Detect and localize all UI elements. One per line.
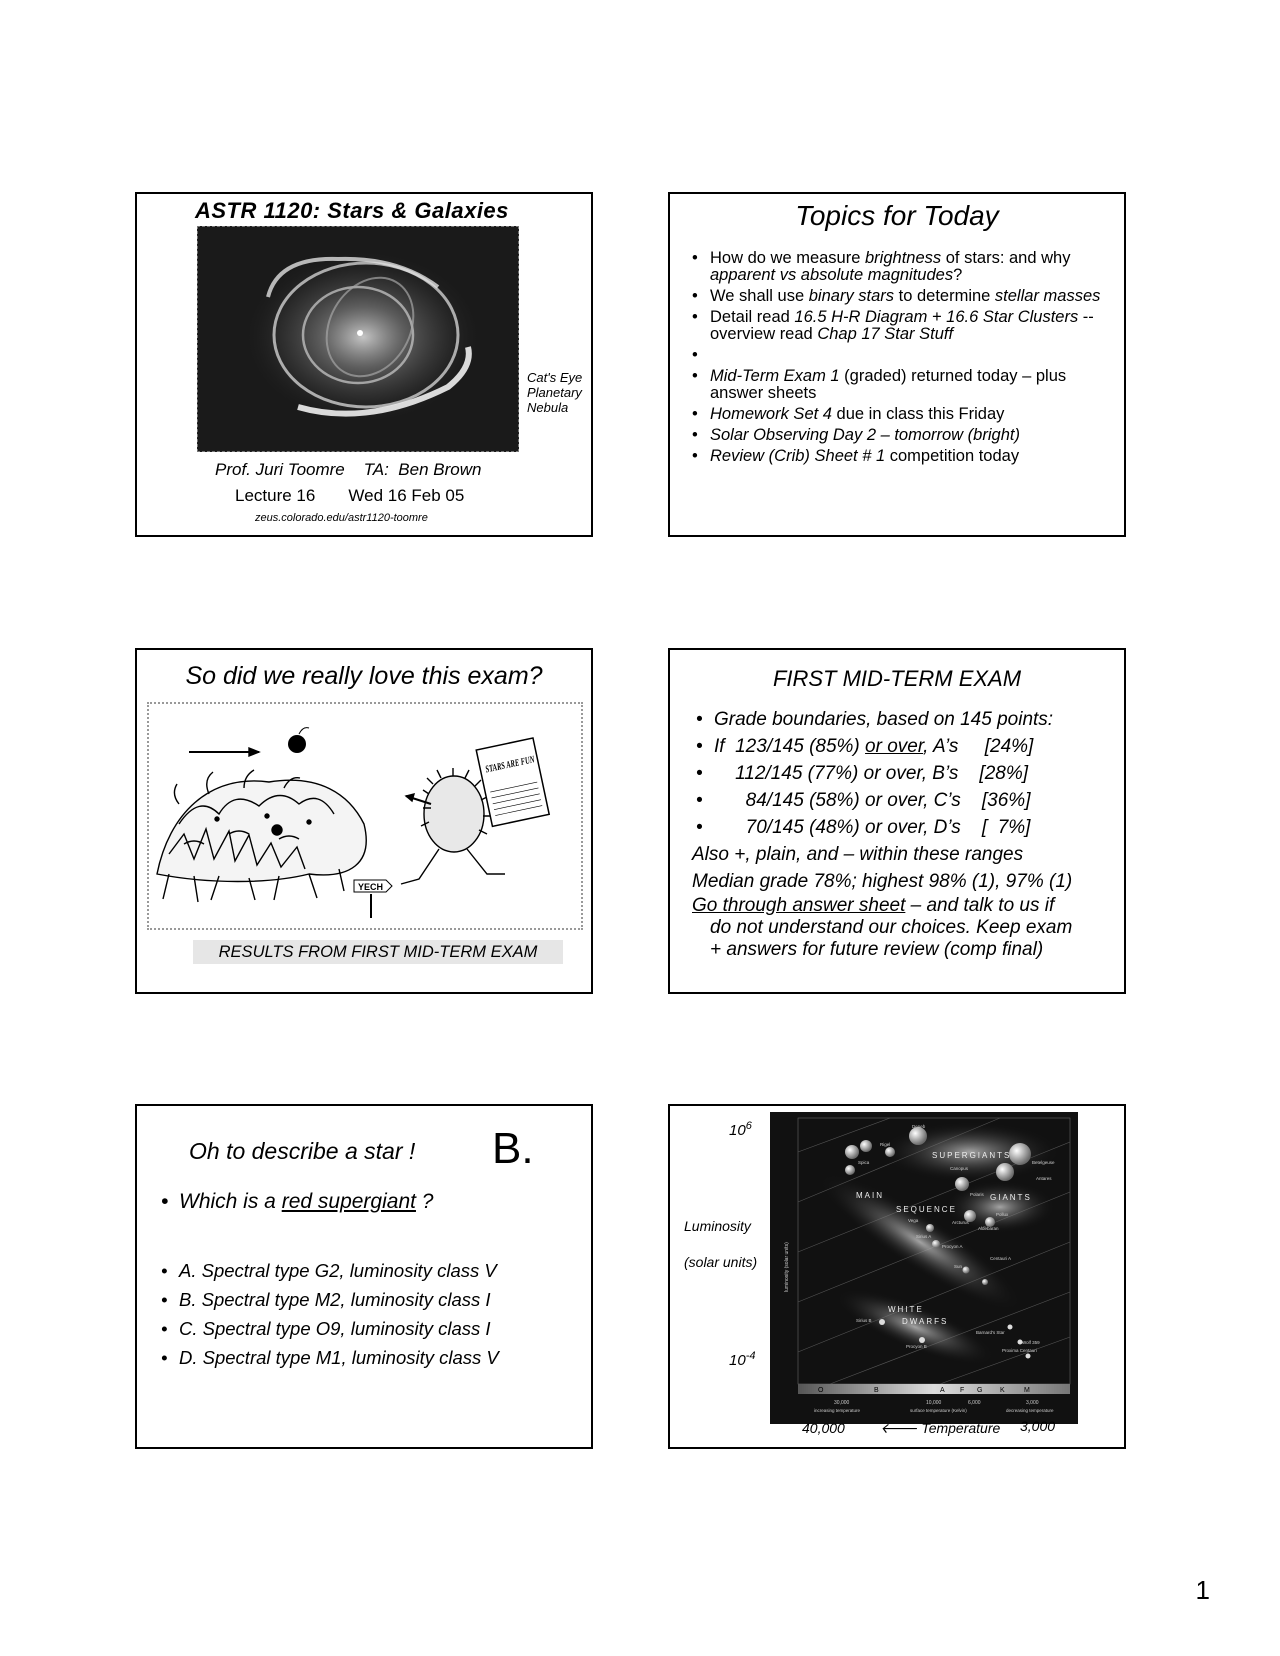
quiz-option: • A. Spectral type G2, luminosity class V xyxy=(161,1256,499,1285)
svg-text:O: O xyxy=(818,1387,824,1394)
temp-right-label: 3,000 xyxy=(1020,1418,1056,1434)
quiz-option: • D. Spectral type M1, luminosity class V xyxy=(161,1343,499,1372)
lum-bottom-label: $10^{-4}$ xyxy=(729,1350,756,1369)
hr-diagram xyxy=(770,1112,1078,1424)
answer-sheet-note: Go through answer sheet – and talk to us if xyxy=(692,895,1055,916)
svg-text:Deneb: Deneb xyxy=(912,1124,926,1129)
topic-item: • Homework Set 4 due in class this Friday xyxy=(692,406,1108,423)
svg-text:WHITE: WHITE xyxy=(888,1305,924,1314)
quiz-options xyxy=(161,1256,499,1372)
slide-hr-diagram xyxy=(668,1104,1126,1449)
svg-text:Procyon A: Procyon A xyxy=(942,1244,963,1249)
svg-text:DWARFS: DWARFS xyxy=(902,1317,949,1326)
svg-text:surface temperature (Kelvin): surface temperature (Kelvin) xyxy=(910,1408,967,1413)
topic-item: • We shall use binary stars to determine stellar masses xyxy=(692,288,1108,305)
topic-item: • Review (Crib) Sheet # 1 competition today xyxy=(692,448,1108,465)
svg-text:Canopus: Canopus xyxy=(950,1166,969,1171)
grade-line: • 70/145 (48%) or over, D’s [ 7%] xyxy=(696,814,1112,841)
temp-left-label: 40,000 xyxy=(802,1420,845,1436)
svg-text:Sun: Sun xyxy=(954,1264,963,1269)
slide-topics xyxy=(668,192,1126,537)
svg-text:Wolf 359: Wolf 359 xyxy=(1022,1340,1040,1345)
quiz-option: • C. Spectral type O9, luminosity class I xyxy=(161,1314,499,1343)
temp-axis-label: 🡐 Temperature xyxy=(880,1420,1001,1436)
svg-text:K: K xyxy=(1000,1387,1005,1394)
svg-text:F: F xyxy=(960,1387,965,1394)
svg-text:Centauri A: Centauri A xyxy=(990,1256,1012,1261)
svg-text:G: G xyxy=(977,1387,983,1394)
quiz-title: Oh to describe a star ! xyxy=(189,1138,416,1164)
hr-yaxis-label: luminosity (solar units) xyxy=(784,1242,790,1292)
hr-diagram-image xyxy=(770,1112,1078,1424)
topic-item: • Mid-Term Exam 1 (graded) returned today – plus answer sheets xyxy=(692,368,1108,402)
course-title: ASTR 1120: Stars & Galaxies xyxy=(195,198,509,223)
svg-text:SEQUENCE: SEQUENCE xyxy=(896,1205,957,1214)
slide-quiz xyxy=(135,1104,593,1449)
svg-text:Betelgeuse: Betelgeuse xyxy=(1032,1160,1055,1165)
grade-note: Also +, plain, and – within these ranges xyxy=(692,844,1024,865)
page-number: 1 xyxy=(1195,1575,1210,1605)
slide-exam-results xyxy=(668,648,1126,994)
svg-text:decreasing temperature: decreasing temperature xyxy=(1006,1408,1054,1413)
instructor-line: Prof. Juri Toomre TA: Ben Brown xyxy=(215,460,482,479)
topics-list xyxy=(692,250,1108,465)
svg-text:Arcturus: Arcturus xyxy=(952,1220,969,1225)
paper-text: STARS ARE FUN xyxy=(484,748,561,776)
svg-text:M: M xyxy=(1024,1387,1030,1394)
topic-item-empty xyxy=(692,347,1108,364)
svg-text:GIANTS: GIANTS xyxy=(990,1193,1032,1202)
svg-text:MAIN: MAIN xyxy=(856,1191,884,1200)
svg-text:Rigel: Rigel xyxy=(880,1142,891,1147)
course-url[interactable]: zeus.colorado.edu/astr1120-toomre xyxy=(255,512,428,524)
exam-title: FIRST MID-TERM EXAM xyxy=(772,666,1022,691)
median-note: Median grade 78%; highest 98% (1), 97% (1) xyxy=(692,871,1073,892)
svg-text:Aldebaran: Aldebaran xyxy=(978,1226,999,1231)
cartoon-title: So did we really love this exam? xyxy=(185,662,543,690)
yech-sign: YECH xyxy=(358,882,384,892)
svg-text:Polaris: Polaris xyxy=(970,1192,984,1197)
svg-text:Barnard's Star: Barnard's Star xyxy=(976,1330,1005,1335)
lum-units-label: (solar units) xyxy=(684,1254,758,1270)
grade-line: • 84/145 (58%) or over, C’s [36%] xyxy=(696,787,1112,814)
cartoon-frame xyxy=(147,702,583,930)
quiz-option: • B. Spectral type M2, luminosity class I xyxy=(161,1285,499,1314)
topics-title: Topics for Today xyxy=(795,200,999,231)
exam-body: • Grade boundaries, based on 145 points: • If 123/145 (85%) or over, A’s [24%] • 112/145 (77%) or over, B’s [28%] • 84/145 (58%) or over, C’s [36%] • 70/145 (48%) or over, D’s [ 7%] Also +, plain, and – within these ranges Median grade 78%; highest 98% (1), 97% (1) Go through answer sheet – and talk to us if do not understand our choices. Keep exam + answers for future review (comp final) xyxy=(696,706,1112,961)
quiz-question: • Which is a red supergiant ? xyxy=(161,1190,433,1214)
cartoon-image xyxy=(149,704,581,928)
svg-text:10,000: 10,000 xyxy=(926,1400,942,1406)
grade-line: • 112/145 (77%) or over, B’s [28%] xyxy=(696,760,1112,787)
nebula-photo xyxy=(197,226,519,452)
svg-text:Procyon B: Procyon B xyxy=(906,1344,927,1349)
svg-text:Sirius A: Sirius A xyxy=(916,1234,932,1239)
cartoon-caption: RESULTS FROM FIRST MID-TERM EXAM xyxy=(193,940,563,964)
nebula-caption: Cat's Eye Planetary Nebula xyxy=(527,370,583,415)
svg-text:Sirius B: Sirius B xyxy=(856,1318,872,1323)
slide-course-title xyxy=(135,192,593,537)
lum-axis-label: Luminosity xyxy=(684,1218,751,1234)
lum-top-label: $10^6$ xyxy=(729,1120,752,1139)
svg-text:Antares: Antares xyxy=(1036,1176,1052,1181)
svg-text:Pollux: Pollux xyxy=(996,1212,1009,1217)
svg-text:SUPERGIANTS: SUPERGIANTS xyxy=(932,1151,1012,1160)
quiz-answer: B. xyxy=(492,1124,534,1173)
slide-exam-cartoon xyxy=(135,648,593,994)
lecture-line: Lecture 16 Wed 16 Feb 05 xyxy=(235,486,465,505)
svg-text:30,000: 30,000 xyxy=(834,1400,850,1406)
topic-item: • Detail read 16.5 H-R Diagram + 16.6 Star Clusters -- overview read Chap 17 Star Stuff xyxy=(692,309,1108,343)
svg-text:Vega: Vega xyxy=(908,1218,919,1223)
svg-text:A: A xyxy=(940,1387,945,1394)
svg-text:B: B xyxy=(874,1387,879,1394)
grade-boundaries xyxy=(696,706,1112,841)
svg-text:Spica: Spica xyxy=(858,1160,870,1165)
topic-item: • Solar Observing Day 2 – tomorrow (bright) xyxy=(692,427,1108,444)
svg-text:3,000: 3,000 xyxy=(1026,1400,1039,1406)
topic-item: • How do we measure brightness of stars: and why apparent vs absolute magnitudes? xyxy=(692,250,1108,284)
svg-text:6,000: 6,000 xyxy=(968,1400,981,1406)
svg-text:Proxima Centauri: Proxima Centauri xyxy=(1002,1348,1037,1353)
cats-eye-nebula-image xyxy=(198,227,518,451)
grade-line: • Grade boundaries, based on 145 points: xyxy=(696,706,1112,733)
grade-line: • If 123/145 (85%) or over, A’s [24%] xyxy=(696,733,1112,760)
svg-text:increasing temperature: increasing temperature xyxy=(814,1408,861,1413)
